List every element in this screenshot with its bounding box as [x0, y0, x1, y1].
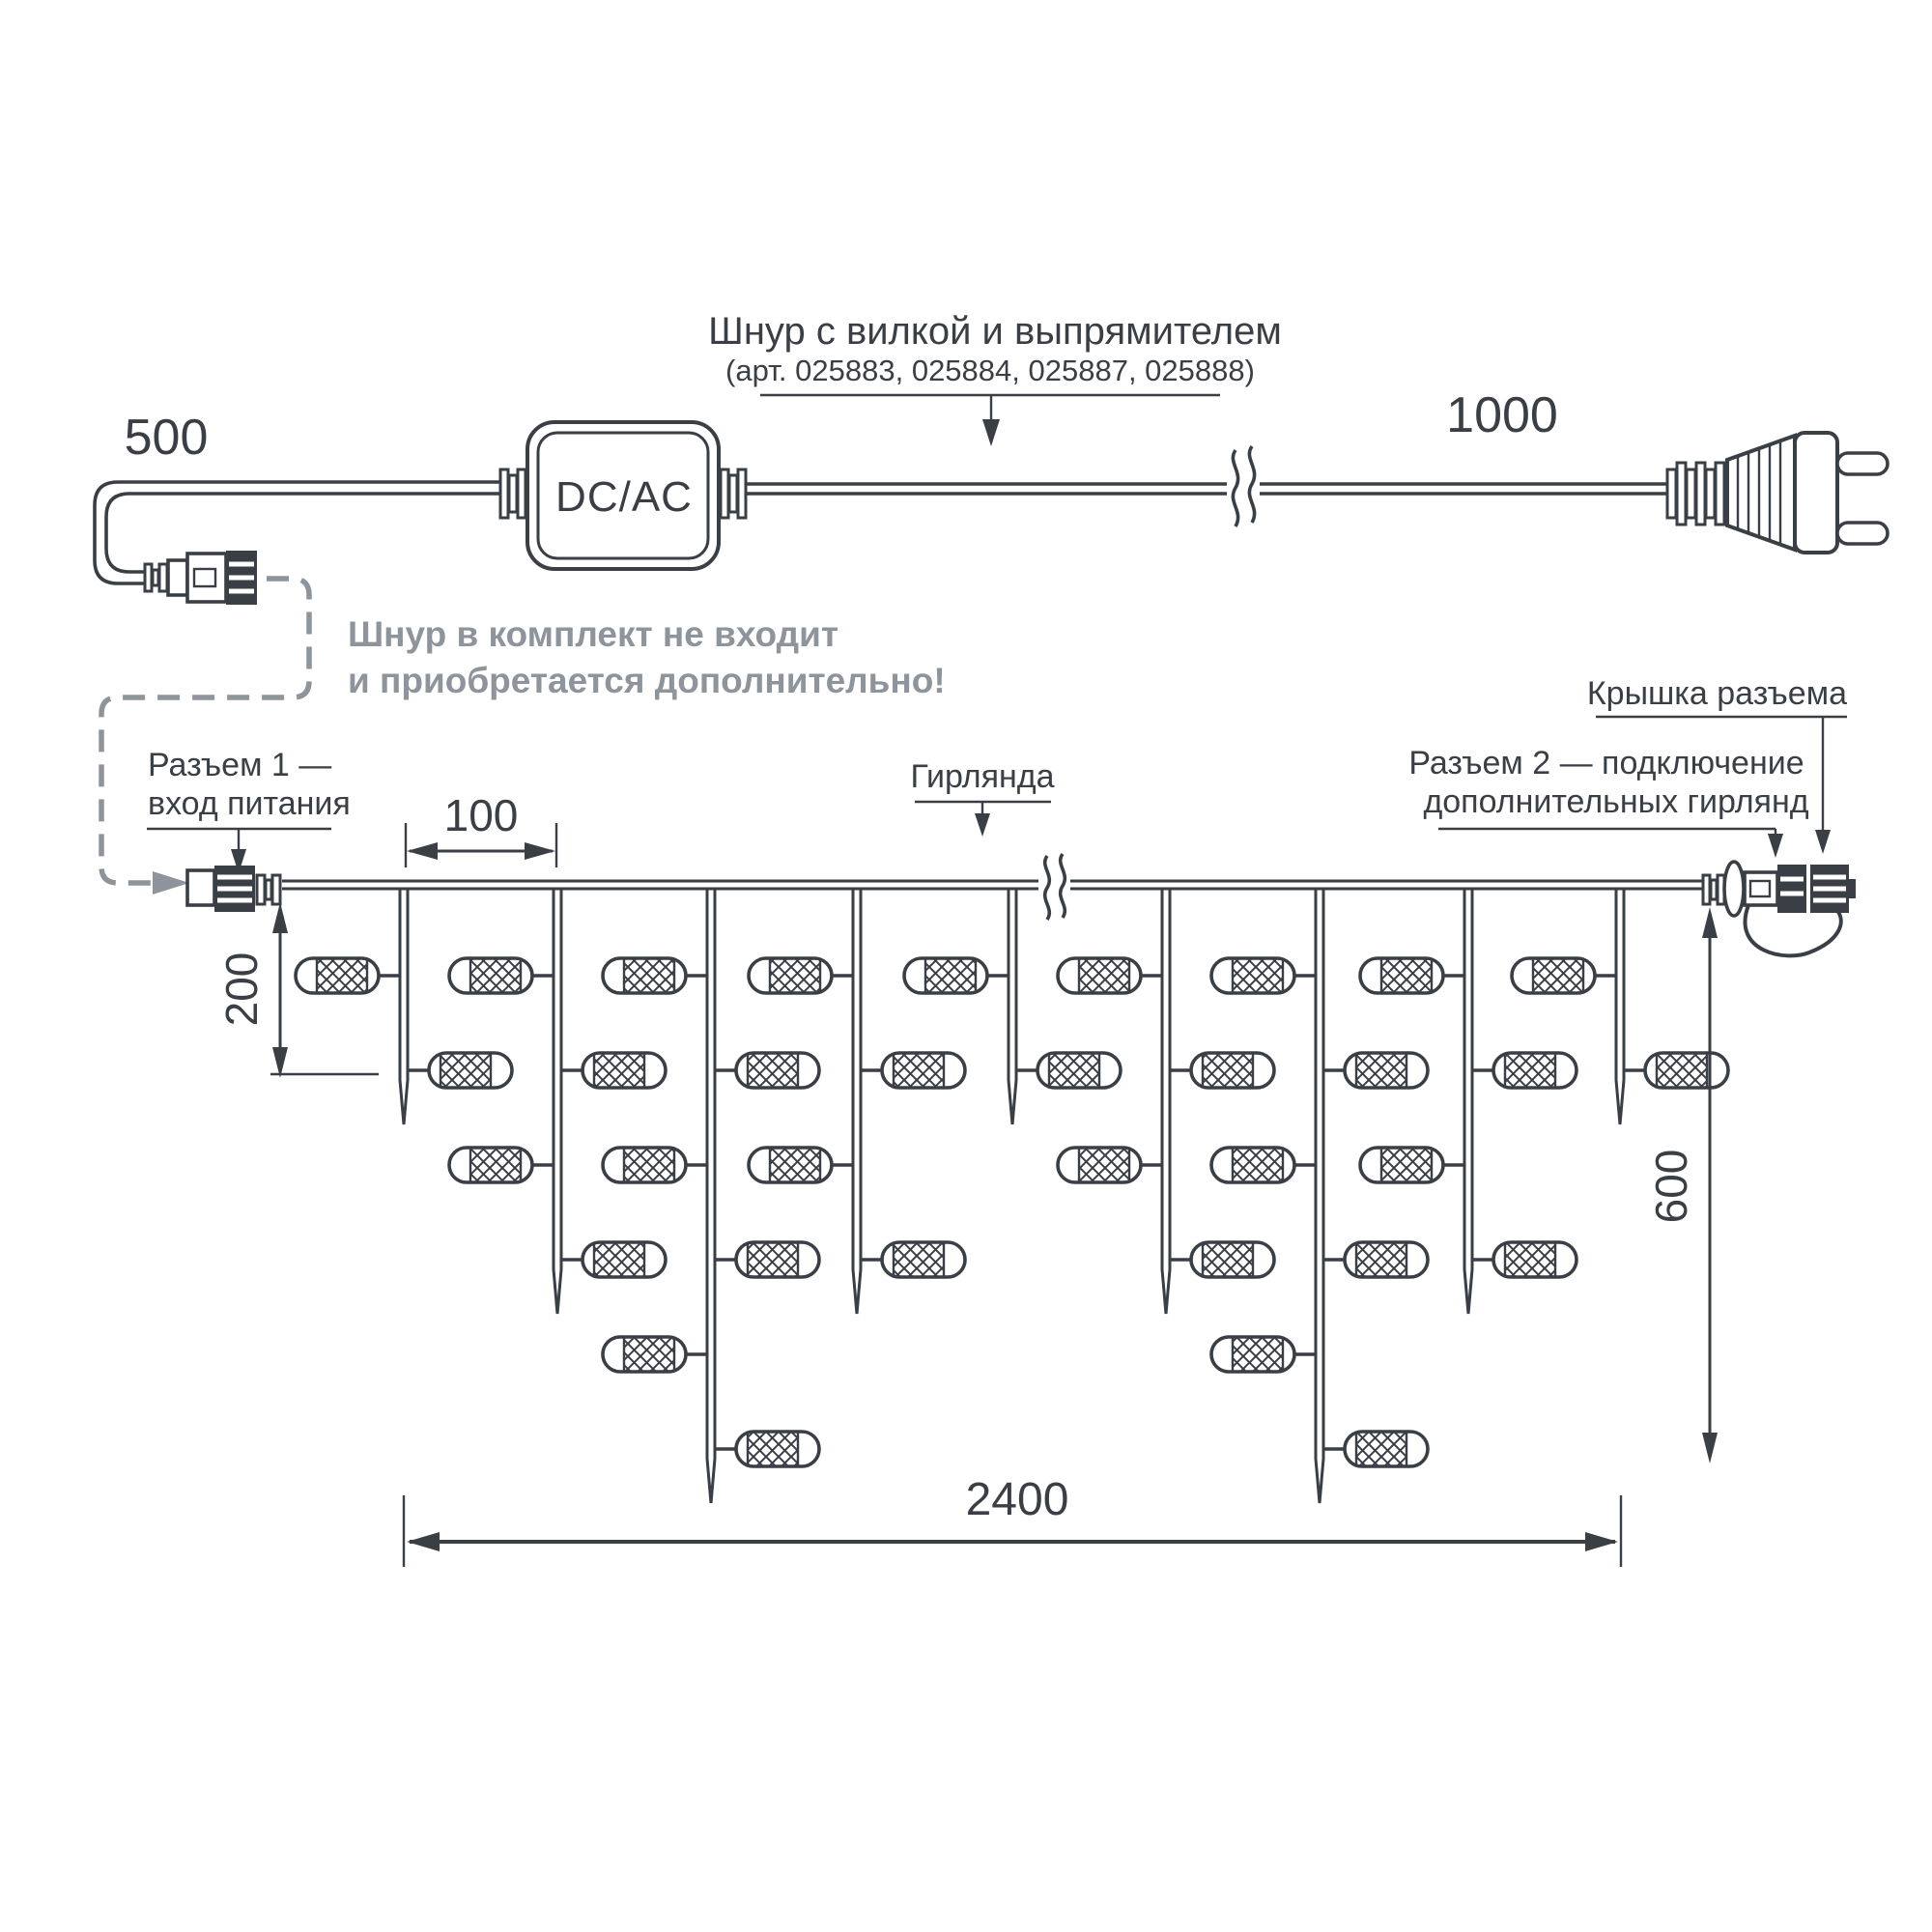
cord-subtitle: (арт. 025883, 025884, 025887, 025888) — [725, 354, 1255, 387]
connector1-label-line1: Разъем 1 — — [148, 747, 332, 783]
icicle-drops — [296, 890, 1728, 1503]
led-bulb-icon — [603, 1337, 706, 1372]
connector1-callout — [147, 747, 351, 873]
led-bulb-icon — [603, 1148, 706, 1182]
led-bulb-icon — [296, 958, 399, 993]
note-line1: Шнур в комплект не входит — [348, 614, 838, 654]
connector2-label-line2: дополнительных гирлянд — [1423, 783, 1809, 820]
led-bulb-icon — [1211, 1148, 1315, 1182]
led-bulb-icon — [449, 1148, 553, 1182]
connector2-body — [1777, 865, 1806, 913]
garland-wire — [282, 854, 1703, 920]
cord-note — [348, 614, 946, 700]
led-bulb-icon — [1512, 958, 1615, 993]
arrow-down-icon — [975, 813, 990, 837]
icicle-drop — [296, 890, 512, 1124]
arrow-down-icon — [1815, 830, 1831, 854]
connector2-label-line1: Разъем 2 — подключение — [1408, 745, 1804, 781]
mains-plug — [1667, 433, 1888, 553]
led-bulb-icon — [716, 1432, 819, 1466]
led-bulb-icon — [1360, 958, 1463, 993]
led-bulb-icon — [1171, 1053, 1274, 1088]
led-bulb-icon — [1211, 958, 1315, 993]
connector2-callout — [1408, 745, 1808, 858]
led-bulb-icon — [862, 1053, 965, 1088]
dim-1000: 1000 — [1446, 387, 1558, 443]
led-bulb-icon — [562, 1242, 666, 1277]
led-bulb-icon — [409, 1053, 512, 1088]
dim-100: 100 — [443, 790, 519, 840]
arrow-down-icon — [1768, 834, 1783, 858]
led-bulb-icon — [1324, 1432, 1428, 1466]
led-bulb-icon — [862, 1242, 965, 1277]
led-bulb-icon — [716, 1053, 819, 1088]
dim-2400: 2400 — [965, 1474, 1069, 1525]
cap-label: Крышка разъема — [1586, 675, 1847, 712]
led-bulb-icon — [449, 958, 553, 993]
led-bulb-icon — [1324, 1053, 1428, 1088]
cord-title-callout — [708, 310, 1282, 446]
dim-2400-group — [404, 1474, 1621, 1567]
dim-500: 500 — [124, 410, 209, 466]
led-bulb-icon — [749, 1148, 852, 1182]
led-bulb-icon — [904, 958, 1008, 993]
led-bulb-icon — [1473, 1053, 1577, 1088]
led-bulb-icon — [1058, 1148, 1161, 1182]
gray-arrow-right-icon — [153, 871, 189, 895]
dim-600: 600 — [1646, 1149, 1696, 1224]
icicle-drop — [449, 890, 666, 1314]
led-bulb-icon — [1360, 1148, 1463, 1182]
cord-connector — [145, 551, 257, 605]
led-bulb-icon — [1058, 958, 1161, 993]
garland-connector1 — [187, 866, 280, 912]
right-cord — [746, 446, 1667, 526]
note-line2: и приобретается дополнительно! — [348, 661, 946, 700]
led-bulb-icon — [1625, 1053, 1728, 1088]
cord-title: Шнур с вилкой и выпрямителем — [708, 310, 1282, 353]
connector1-label-line2: вход питания — [148, 785, 351, 822]
converter-label: DC/AC — [555, 473, 693, 521]
led-bulb-icon — [603, 958, 706, 993]
dim-200: 200 — [216, 952, 267, 1027]
led-bulb-icon — [716, 1242, 819, 1277]
led-bulb-icon — [562, 1053, 666, 1088]
garland-connector2 — [1703, 862, 1856, 955]
led-bulb-icon — [1017, 1053, 1121, 1088]
garland-callout — [910, 758, 1054, 837]
led-bulb-icon — [1473, 1242, 1577, 1277]
arrow-down-icon — [982, 419, 1000, 446]
garland-label: Гирлянда — [910, 758, 1055, 795]
led-bulb-icon — [1211, 1337, 1315, 1372]
dc-ac-converter — [500, 422, 746, 569]
icicle-drop — [1058, 890, 1274, 1314]
led-bulb-icon — [1171, 1242, 1274, 1277]
dim-600-group — [1646, 907, 1718, 1463]
led-bulb-icon — [1324, 1242, 1428, 1277]
dashed-connection-path — [101, 579, 309, 883]
dim-100-group — [406, 790, 556, 867]
led-bulb-icon — [749, 958, 852, 993]
